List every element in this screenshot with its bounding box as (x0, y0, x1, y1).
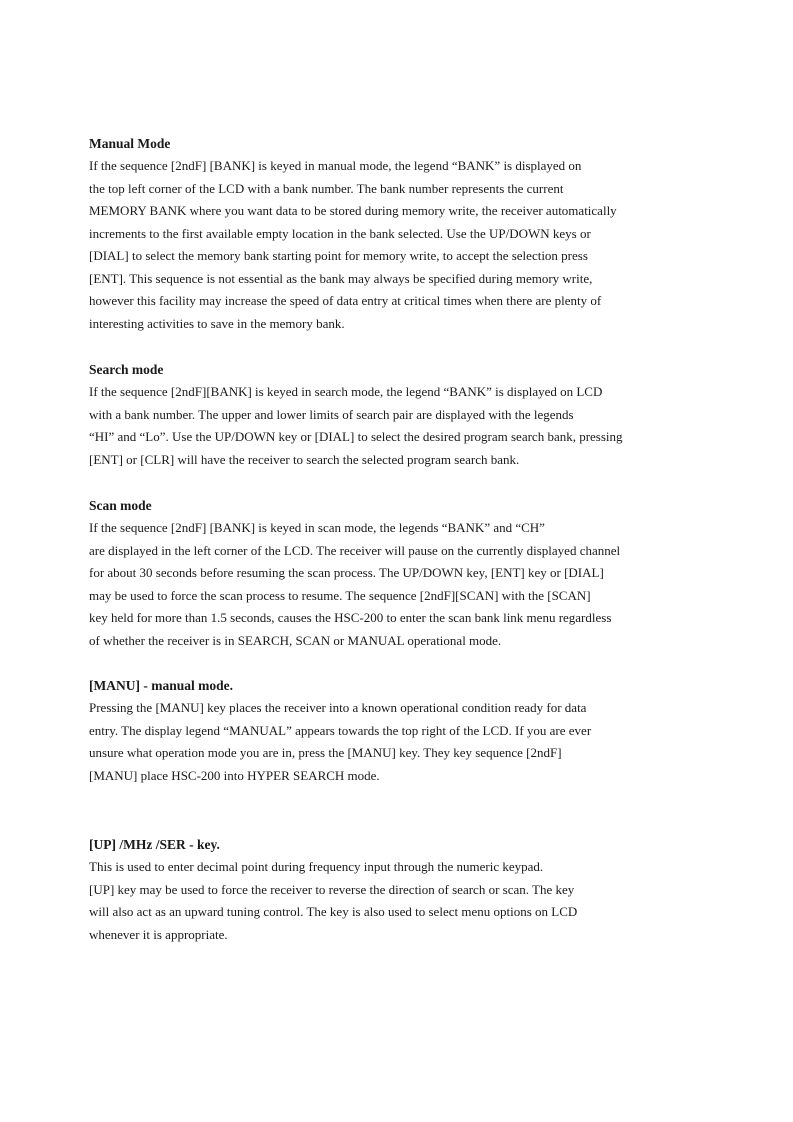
section-up-key (89, 834, 769, 946)
paragraph-line: [UP] key may be used to force the receiver to reverse the direction of search or scan. The key (89, 881, 575, 897)
paragraph-line: will also act as an upward tuning control. The key is also used to select menu options on LCD (89, 904, 578, 919)
paragraph-line: [DIAL] to select the memory bank starting point for memory write, to accept the selection press (89, 248, 588, 263)
paragraph-line: whenever it is appropriate. (89, 926, 228, 942)
paragraph-line: with a bank number. The upper and lower limits of search pair are displayed with the legends (89, 406, 574, 422)
section-heading: Manual Mode (89, 136, 171, 151)
paragraph-line: This is used to enter decimal point during frequency input through the numeric keypad. (89, 859, 544, 874)
paragraph-line: key held for more than 1.5 seconds, causes the HSC-200 to enter the scan bank link menu regardless (89, 610, 612, 625)
paragraph-line: entry. The display legend “MANUAL” appears towards the top right of the LCD. If you are ever (89, 722, 592, 738)
paragraph-line: If the sequence [2ndF][BANK] is keyed in search mode, the legend “BANK” is displayed on LCD (89, 384, 603, 399)
document-page (89, 133, 769, 946)
paragraph-line: [ENT]. This sequence is not essential as the bank may always be specified during memory write, (89, 270, 593, 286)
paragraph-line: If the sequence [2ndF] [BANK] is keyed in scan mode, the legends “BANK” and “CH” (89, 520, 545, 535)
paragraph-line: Pressing the [MANU] key places the receiver into a known operational condition ready for data (89, 700, 587, 715)
paragraph-line: “HI” and “Lo”. Use the UP/DOWN key or [DIAL] to select the desired program search bank, pressing (89, 429, 623, 444)
section-heading: Search mode (89, 362, 164, 377)
section-search-mode (89, 359, 769, 471)
paragraph-line: of whether the receiver is in SEARCH, SCAN or MANUAL operational mode. (89, 632, 502, 648)
section-manual-mode (89, 133, 769, 335)
section-scan-mode (89, 495, 769, 652)
paragraph-line: for about 30 seconds before resuming the scan process. The UP/DOWN key, [ENT] key or [DIAL] (89, 565, 604, 580)
paragraph-line: increments to the first available empty location in the bank selected. Use the UP/DOWN keys or (89, 225, 591, 241)
paragraph-line: If the sequence [2ndF] [BANK] is keyed in manual mode, the legend “BANK” is displayed on (89, 158, 582, 173)
paragraph-line: are displayed in the left corner of the LCD. The receiver will pause on the currently displayed channel (89, 542, 621, 558)
paragraph-line: however this facility may increase the speed of data entry at critical times when there are plenty of (89, 293, 602, 308)
section-heading: [MANU] - manual mode. (89, 678, 233, 693)
section-heading: [UP] /MHz /SER - key. (89, 837, 220, 852)
paragraph-line: interesting activities to save in the memory bank. (89, 315, 345, 331)
paragraph-line: [ENT] or [CLR] will have the receiver to search the selected program search bank. (89, 451, 520, 467)
paragraph-line: unsure what operation mode you are in, press the [MANU] key. They key sequence [2ndF] (89, 745, 562, 760)
section-heading: Scan mode (89, 498, 152, 513)
paragraph-line: the top left corner of the LCD with a bank number. The bank number represents the current (89, 180, 564, 196)
paragraph-line: MEMORY BANK where you want data to be stored during memory write, the receiver automatically (89, 203, 617, 218)
paragraph-line: may be used to force the scan process to resume. The sequence [2ndF][SCAN] with the [SCAN] (89, 587, 591, 603)
section-manu-key (89, 675, 769, 787)
paragraph-line: [MANU] place HSC-200 into HYPER SEARCH mode. (89, 767, 380, 783)
